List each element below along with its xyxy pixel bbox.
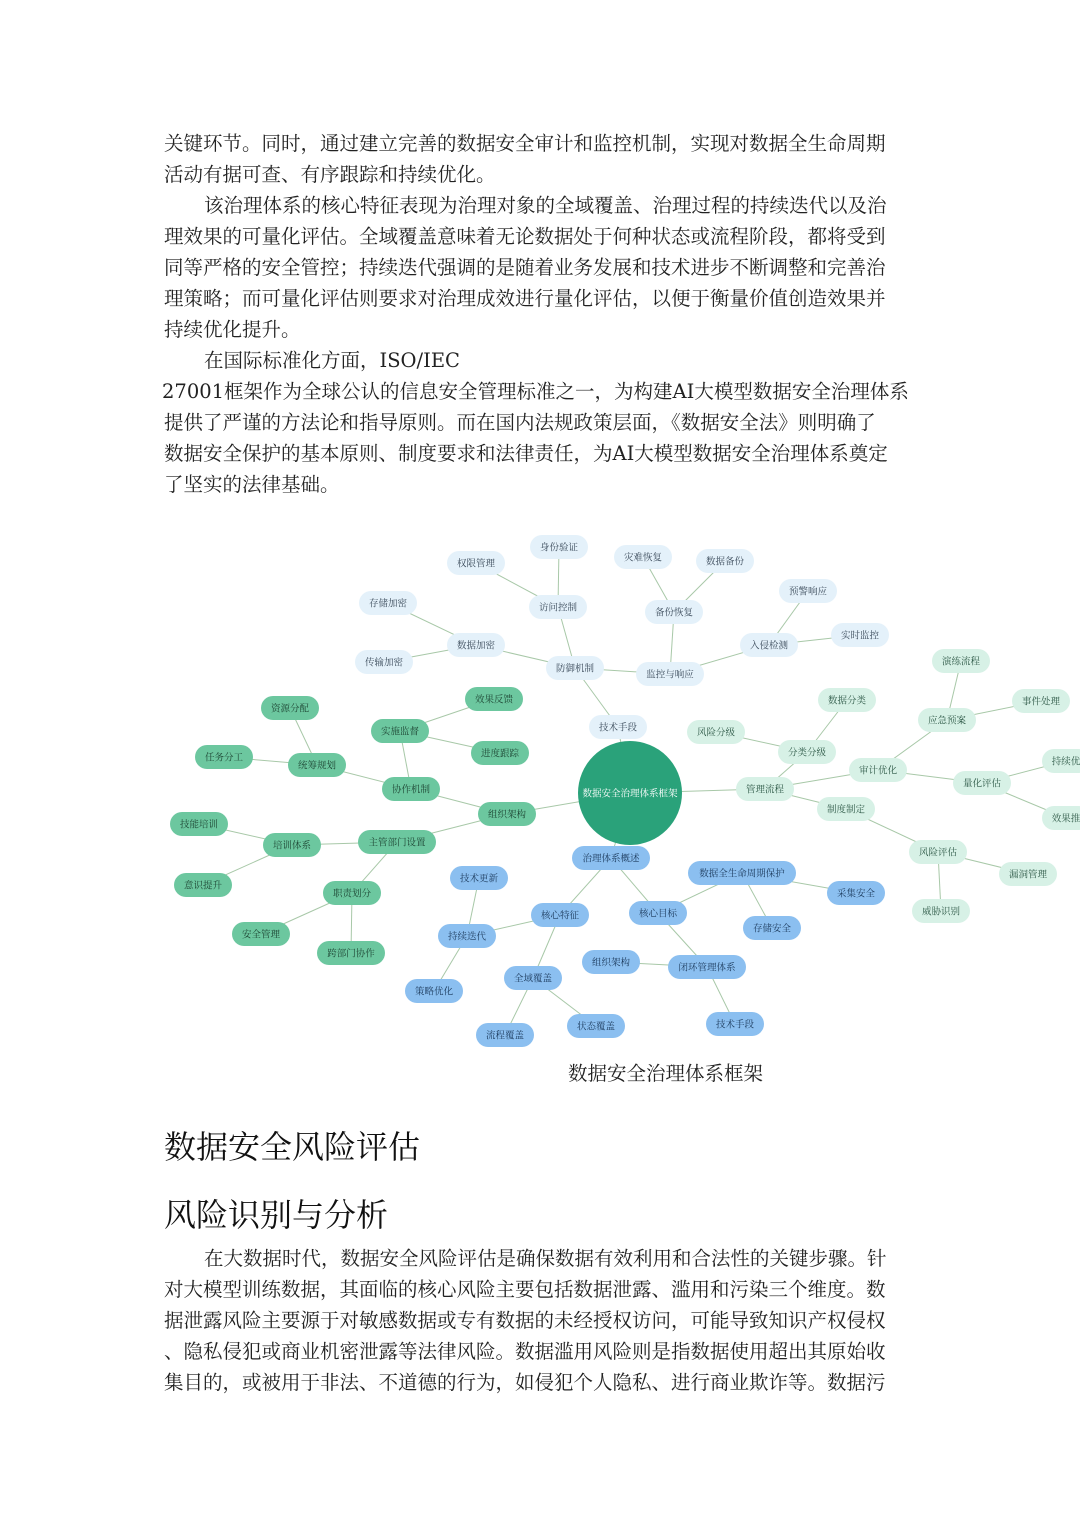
mindmap-node [447, 633, 505, 657]
mindmap-node [629, 901, 687, 925]
mindmap-node [1042, 806, 1080, 830]
mindmap-node [999, 862, 1057, 886]
node-label: 监控与响应 [646, 669, 694, 681]
mindmap-node [740, 633, 798, 657]
mindmap-node [288, 753, 346, 777]
node-label: 威胁识别 [921, 906, 961, 918]
mindmap-node [688, 861, 796, 885]
paragraph-risk-analysis [164, 1243, 912, 1398]
node-label: 技术手段 [598, 722, 638, 734]
node-label: 持续迭代 [447, 931, 487, 943]
node-label: 访问控制 [538, 602, 578, 614]
paragraph-standards [164, 345, 912, 500]
text-line: 在国际标准化方面，ISO/IEC [204, 349, 460, 372]
mindmap-node [529, 595, 587, 619]
node-label: 持续优 [1051, 756, 1080, 768]
text-line: 同等严格的安全管控；持续迭代强调的是随着业务发展和技术进步不断调整和完善治 [164, 256, 886, 279]
node-label: 传输加密 [364, 657, 404, 669]
node-label: 效果反馈 [474, 694, 514, 706]
center-node-label: 数据安全治理体系框架 [582, 788, 678, 800]
text-line: 集目的，或被用于非法、不道德的行为，如侵犯个人隐私、进行商业欺诈等。数据污 [164, 1371, 886, 1394]
text-line: 理效果的可量化评估。全域覆盖意味着无论数据处于何种状态或流程阶段，都将受到 [164, 225, 886, 248]
node-label: 跨部门协作 [327, 948, 375, 960]
mindmap-node [317, 941, 385, 965]
mindmap-node [355, 650, 413, 674]
mindmap-node [589, 715, 647, 739]
node-label: 培训体系 [272, 840, 312, 852]
mindmap-node [1042, 749, 1080, 773]
node-label: 任务分工 [204, 752, 244, 764]
mindmap-node [687, 720, 745, 744]
mindmap-node [909, 840, 967, 864]
mindmap-node [546, 656, 604, 680]
mindmap-node [465, 687, 523, 711]
node-label: 职责划分 [332, 888, 372, 900]
mindmap-node [567, 1014, 625, 1038]
mindmap-node [478, 802, 536, 826]
mindmap-nodes [170, 535, 1080, 1047]
mindmap-node [736, 777, 794, 801]
node-label: 流程覆盖 [485, 1030, 525, 1042]
node-label: 数据全生命周期保护 [699, 868, 785, 880]
node-label: 演练流程 [941, 656, 981, 668]
text-line: 据泄露风险主要源于对敏感数据或专有数据的未经授权访问，可能导致知识产权侵权 [164, 1309, 886, 1332]
text-line: 对大模型训练数据，其面临的核心风险主要包括数据泄露、滥用和污染三个维度。数 [164, 1278, 886, 1301]
node-label: 安全管理 [241, 929, 281, 941]
mindmap-node [831, 623, 889, 647]
mindmap-node [696, 549, 754, 573]
mindmap-node [476, 1023, 534, 1047]
mindmap-node [405, 979, 463, 1003]
paragraph-governance-features [164, 190, 912, 345]
node-label: 技术更新 [459, 873, 499, 885]
mindmap-node [817, 797, 875, 821]
node-label: 技术手段 [715, 1019, 755, 1031]
node-label: 核心特征 [540, 910, 580, 922]
text-line: 活动有据可查、有序跟踪和持续优化。 [164, 163, 496, 186]
node-label: 应急预案 [927, 715, 967, 727]
node-label: 漏洞管理 [1008, 869, 1048, 881]
node-label: 治理体系概述 [582, 853, 640, 865]
node-label: 数据分类 [827, 695, 867, 707]
mindmap-node [932, 649, 990, 673]
mindmap-figure [160, 525, 1080, 1055]
node-label: 组织架构 [487, 809, 527, 821]
mindmap-node [471, 741, 529, 765]
node-label: 审计优化 [858, 765, 898, 777]
node-label: 预警响应 [788, 586, 828, 598]
mindmap-node [382, 777, 440, 801]
mindmap-node [614, 545, 672, 569]
mindmap-node [530, 535, 588, 559]
node-label: 技能培训 [179, 819, 219, 831]
node-label: 数据加密 [456, 640, 496, 652]
mindmap-node [953, 771, 1011, 795]
node-label: 量化评估 [962, 778, 1002, 790]
mindmap-node [572, 846, 650, 870]
mindmap-node [636, 662, 704, 686]
mindmap-center-node [578, 741, 682, 845]
mindmap-node [531, 903, 589, 927]
mindmap-node [232, 922, 290, 946]
node-label: 策略优化 [414, 986, 454, 998]
node-label: 全域覆盖 [513, 973, 553, 985]
node-label: 状态覆盖 [576, 1021, 616, 1033]
node-label: 分类分级 [787, 747, 827, 759]
node-label: 制度制定 [826, 804, 866, 816]
mindmap-node [438, 924, 496, 948]
node-label: 组织架构 [591, 957, 631, 969]
node-label: 风险评估 [918, 847, 958, 859]
node-label: 协作机制 [391, 784, 431, 796]
node-label: 权限管理 [456, 558, 496, 570]
node-label: 资源分配 [270, 703, 310, 715]
mindmap-node [818, 688, 876, 712]
mindmap-node [918, 708, 976, 732]
mindmap-node [504, 966, 562, 990]
node-label: 采集安全 [836, 888, 876, 900]
mindmap-node [359, 591, 417, 615]
node-label: 存储安全 [752, 923, 792, 935]
node-label: 效果推 [1051, 813, 1080, 825]
mindmap-node [743, 916, 801, 940]
mindmap-node [1012, 689, 1070, 713]
node-label: 事件处理 [1021, 696, 1061, 708]
mindmap-node [358, 830, 436, 854]
mindmap-node [706, 1012, 764, 1036]
mindmap-node [261, 696, 319, 720]
section-heading: 数据安全风险评估 [164, 1128, 421, 1166]
mindmap-node [195, 745, 253, 769]
paragraph-continued [164, 128, 912, 190]
mindmap-node [447, 551, 505, 575]
text-line: 数据安全保护的基本原则、制度要求和法律责任，为AI大模型数据安全治理体系奠定 [164, 442, 888, 465]
text-line: 关键环节。同时，通过建立完善的数据安全审计和监控机制，实现对数据全生命周期 [164, 132, 886, 155]
text-line: 、隐私侵犯或商业机密泄露等法律风险。数据滥用风险则是指数据使用超出其原始收 [164, 1340, 886, 1363]
node-label: 数据备份 [705, 556, 745, 568]
text-line: 持续优化提升。 [164, 318, 301, 341]
node-label: 实时监控 [840, 630, 880, 642]
subsection-heading: 风险识别与分析 [164, 1196, 389, 1234]
mindmap-node [827, 881, 885, 905]
mindmap-node [582, 950, 640, 974]
node-label: 进度跟踪 [480, 748, 520, 760]
text-line: 理策略；而可量化评估则要求对治理成效进行量化评估，以便于衡量价值创造效果并 [164, 287, 886, 310]
mindmap-node [371, 719, 429, 743]
node-label: 身份验证 [539, 542, 579, 554]
text-line: 27001框架作为全球公认的信息安全管理标准之一，为构建AI大模型数据安全治理体系 [162, 380, 909, 403]
text-line: 该治理体系的核心特征表现为治理对象的全域覆盖、治理过程的持续迭代以及治 [204, 194, 887, 217]
node-label: 风险分级 [696, 727, 736, 739]
text-line: 了坚实的法律基础。 [164, 473, 340, 496]
node-label: 管理流程 [745, 784, 785, 796]
node-label: 意识提升 [183, 880, 223, 892]
figure-caption: 数据安全治理体系框架 [568, 1062, 764, 1085]
mindmap-node [645, 600, 703, 624]
node-label: 闭环管理体系 [678, 962, 736, 974]
text-line: 提供了严谨的方法论和指导原则。而在国内法规政策层面，《数据安全法》则明确了 [164, 411, 876, 434]
mindmap-node [263, 833, 321, 857]
node-label: 防御机制 [555, 663, 595, 675]
node-label: 灾难恢复 [623, 552, 663, 564]
mindmap-node [450, 866, 508, 890]
mindmap-node [778, 740, 836, 764]
node-label: 核心目标 [638, 908, 678, 920]
node-label: 入侵检测 [749, 640, 789, 652]
node-label: 主管部门设置 [368, 837, 426, 849]
node-label: 存储加密 [368, 598, 408, 610]
mindmap-node [779, 579, 837, 603]
node-label: 统筹规划 [297, 760, 337, 772]
node-label: 备份恢复 [654, 607, 694, 619]
mindmap-node [174, 873, 232, 897]
mindmap-node [668, 955, 746, 979]
node-label: 实施监督 [380, 726, 420, 738]
mindmap-node [170, 812, 228, 836]
mindmap-node [323, 881, 381, 905]
mindmap-node [912, 899, 970, 923]
text-line: 在大数据时代，数据安全风险评估是确保数据有效利用和合法性的关键步骤。针 [204, 1247, 887, 1270]
mindmap-node [849, 758, 907, 782]
